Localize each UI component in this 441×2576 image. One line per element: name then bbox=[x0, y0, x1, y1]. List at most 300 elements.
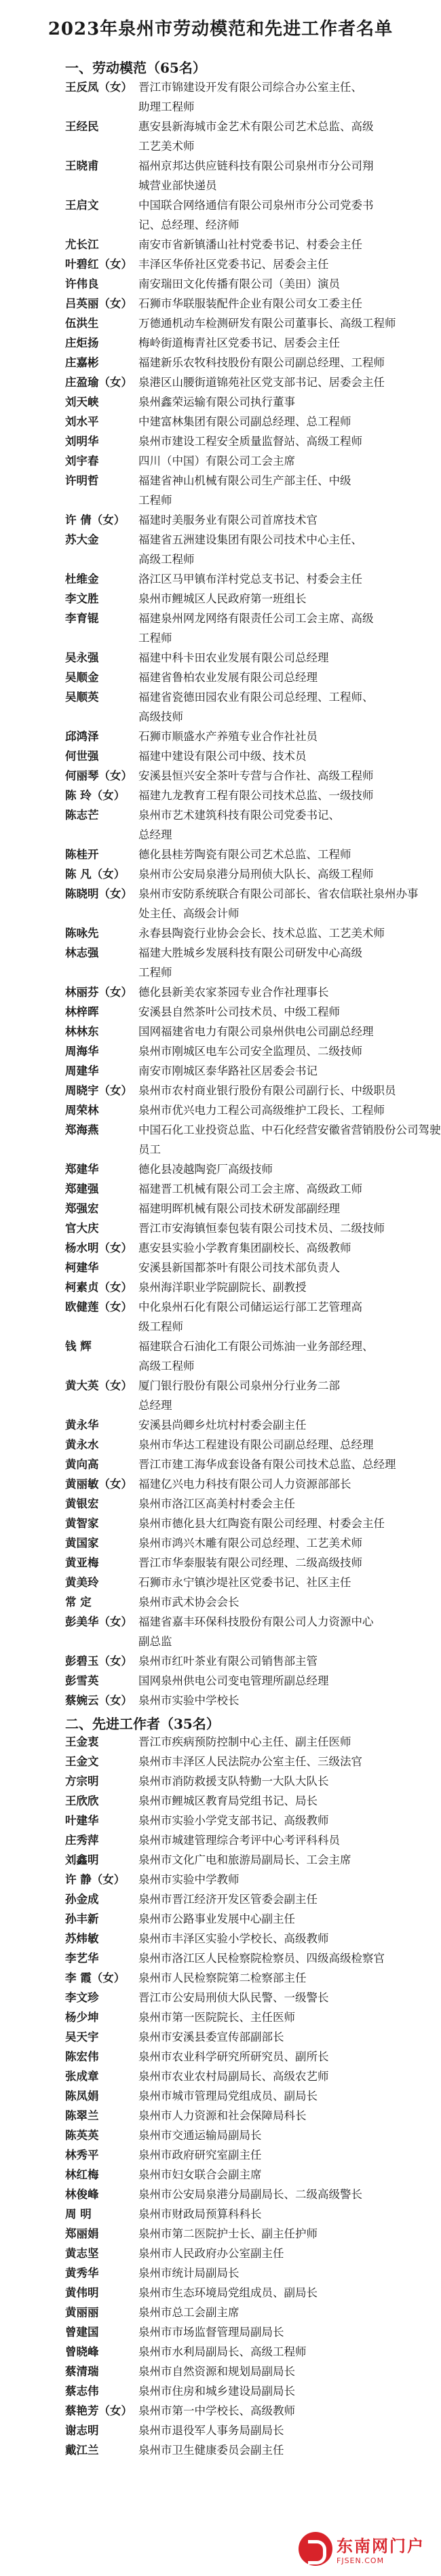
person-title: 中国石化工业投资总监、中石化经营安徽省营销股份公司驾驶 员工 bbox=[138, 1123, 441, 1156]
list-item bbox=[65, 2126, 425, 2145]
list-item bbox=[65, 2342, 425, 2362]
person-title: 泉州市建设工程安全质量监督站、高级工程师 bbox=[138, 435, 362, 448]
list-item bbox=[65, 1691, 425, 1710]
person-name: 伍洪生 bbox=[65, 317, 99, 330]
person-name: 周 明 bbox=[65, 2208, 92, 2221]
person-title: 泉州市市场监督管理局副局长 bbox=[138, 2326, 284, 2339]
person-title: 泉州市卫生健康委员会副主任 bbox=[138, 2444, 284, 2457]
person-title: 永春县陶瓷行业协会会长、技术总监、工艺美术师 bbox=[138, 927, 385, 940]
person-name: 王欣欣 bbox=[65, 1794, 99, 1807]
person-name: 陈 玲（女） bbox=[65, 789, 126, 802]
person-title: 泉州市安溪县委宣传部副部长 bbox=[138, 2031, 284, 2043]
person-title: 泉州市公路事业发展中心副主任 bbox=[138, 1912, 295, 1925]
list-item bbox=[65, 1238, 425, 1258]
site-logo-icon bbox=[299, 2532, 332, 2566]
person-title: 泉州市公安局泉港分局刑侦大队长、高级工程师 bbox=[138, 868, 374, 881]
list-item bbox=[65, 1671, 425, 1691]
list-item bbox=[65, 1474, 425, 1494]
person-name: 林秀平 bbox=[65, 2149, 99, 2161]
person-name: 黄国家 bbox=[65, 1537, 99, 1550]
list-item bbox=[65, 1376, 425, 1415]
list-item bbox=[65, 431, 425, 451]
person-name: 许伟良 bbox=[65, 277, 99, 290]
person-name: 叶建华 bbox=[65, 1814, 99, 1827]
person-title: 福州京邦达供应链科技有限公司泉州市分公司翔 城营业部快递员 bbox=[138, 159, 374, 192]
list-item bbox=[65, 235, 425, 254]
list-item bbox=[65, 1968, 425, 1988]
person-name: 庄盈瑜（女） bbox=[65, 376, 132, 389]
list-item bbox=[65, 2027, 425, 2047]
person-name: 黄丽丽 bbox=[65, 2306, 99, 2319]
person-title: 泉州市优兴电力工程公司高级维护工段长、工程师 bbox=[138, 1104, 385, 1117]
list-item bbox=[65, 156, 425, 195]
list-item bbox=[65, 2204, 425, 2224]
person-title: 泉州鑫荣运输有限公司执行董事 bbox=[138, 396, 295, 408]
person-title: 泉州市实验中学教师 bbox=[138, 1873, 239, 1886]
person-title: 晋江市公安局刑侦大队民警、一级警长 bbox=[138, 1991, 329, 2004]
person-name: 许 倩（女） bbox=[65, 514, 126, 526]
list-item bbox=[65, 943, 425, 982]
person-title: 泉州市城市管理局党组成员、副局长 bbox=[138, 2090, 318, 2102]
person-title: 福建中科卡田农业发展有限公司总经理 bbox=[138, 651, 329, 664]
list-item bbox=[65, 1337, 425, 1376]
person-name: 林丽芬（女） bbox=[65, 986, 132, 999]
person-title: 泉州市鸿兴木雕有限公司总经理、工艺美术师 bbox=[138, 1537, 362, 1550]
person-name: 王经民 bbox=[65, 120, 99, 133]
person-title: 安溪县自然茶叶公司技术员、中级工程师 bbox=[138, 1005, 340, 1018]
list-item bbox=[65, 2165, 425, 2185]
person-name: 叶碧红（女） bbox=[65, 258, 132, 271]
person-title: 泉州市第二医院护士长、副主任护师 bbox=[138, 2227, 318, 2240]
person-title: 泉州市晋江经济开发区管委会副主任 bbox=[138, 1893, 318, 1906]
list-item bbox=[65, 923, 425, 943]
person-title: 福建时美服务业有限公司首席技术官 bbox=[138, 514, 318, 526]
person-name: 许 静（女） bbox=[65, 1873, 126, 1886]
list-item bbox=[65, 195, 425, 235]
person-name: 蔡艳芳（女） bbox=[65, 2404, 132, 2417]
list-item bbox=[65, 589, 425, 609]
person-name: 李艺华 bbox=[65, 1952, 99, 1965]
list-item bbox=[65, 2401, 425, 2421]
person-name: 王反凤（女） bbox=[65, 81, 132, 94]
person-name: 郑海燕 bbox=[65, 1123, 99, 1136]
person-name: 李 霞（女） bbox=[65, 1972, 126, 1984]
person-name: 庄炬扬 bbox=[65, 337, 99, 349]
person-name: 陈晓明（女） bbox=[65, 887, 132, 900]
person-name: 戴江兰 bbox=[65, 2444, 99, 2457]
person-title: 泉州市鲤城区人民政府第一班组长 bbox=[138, 592, 307, 605]
person-title: 晋江市建工海华成套设备有限公司技术总监、总经理 bbox=[138, 1458, 396, 1471]
list-item bbox=[65, 845, 425, 864]
person-name: 彭美华（女） bbox=[65, 1615, 132, 1628]
list-item bbox=[65, 2440, 425, 2460]
person-title: 福建省神山机械有限公司生产部主任、中级 工程师 bbox=[138, 474, 351, 507]
person-name: 林红梅 bbox=[65, 2168, 99, 2181]
advanced-workers-list bbox=[65, 1732, 425, 2460]
list-item bbox=[65, 392, 425, 412]
list-item bbox=[65, 2086, 425, 2106]
person-name: 彭碧玉（女） bbox=[65, 1655, 132, 1668]
person-name: 林林东 bbox=[65, 1025, 99, 1038]
person-title: 泉州市财政局预算科科长 bbox=[138, 2208, 262, 2221]
person-title: 泉州市农村商业银行股份有限公司副行长、中级职员 bbox=[138, 1084, 396, 1097]
person-title: 泉州市安防系统联合有限公司部长、省农信联社泉州办事 处主任、高级会计师 bbox=[138, 887, 419, 920]
list-item bbox=[65, 982, 425, 1002]
person-name: 曾建国 bbox=[65, 2326, 99, 2339]
person-title: 泉州市退役军人事务局副局长 bbox=[138, 2424, 284, 2437]
list-item bbox=[65, 1732, 425, 1752]
person-title: 泉州市人力资源和社会保障局科长 bbox=[138, 2109, 307, 2122]
person-title: 国网福建省电力有限公司泉州供电公司副总经理 bbox=[138, 1025, 374, 1038]
list-item bbox=[65, 864, 425, 884]
list-item bbox=[65, 668, 425, 687]
person-title: 中建富林集团有限公司副总经理、总工程师 bbox=[138, 415, 351, 428]
list-item bbox=[65, 766, 425, 786]
person-name: 杨少坤 bbox=[65, 2011, 99, 2024]
person-title: 泉州市水利局副局长、高级工程师 bbox=[138, 2345, 307, 2358]
person-title: 晋江市疾病预防控制中心主任、副主任医师 bbox=[138, 1735, 351, 1748]
person-name: 刘水平 bbox=[65, 415, 99, 428]
person-title: 晋江市华泰服装有限公司经理、二级高级技师 bbox=[138, 1556, 362, 1569]
list-item bbox=[65, 1297, 425, 1337]
list-item bbox=[65, 1909, 425, 1929]
person-title: 泉港区山腰街道锦苑社区党支部书记、居委会主任 bbox=[138, 376, 385, 389]
person-name: 周荣林 bbox=[65, 1104, 99, 1117]
person-name: 陈翠兰 bbox=[65, 2109, 99, 2122]
person-name: 孙金成 bbox=[65, 1893, 99, 1906]
person-name: 郑建华 bbox=[65, 1163, 99, 1176]
list-item bbox=[65, 471, 425, 510]
person-title: 泉州市总工会副主席 bbox=[138, 2306, 239, 2319]
person-name: 何丽琴（女） bbox=[65, 769, 132, 782]
person-name: 尤长江 bbox=[65, 238, 99, 251]
person-name: 王金衷 bbox=[65, 1735, 99, 1748]
person-title: 泉州市丰泽区人民法院办公室主任、三级法官 bbox=[138, 1755, 362, 1768]
list-item bbox=[65, 1514, 425, 1533]
person-name: 柯建华 bbox=[65, 1261, 99, 1274]
list-item bbox=[65, 1870, 425, 1889]
list-item bbox=[65, 1612, 425, 1651]
person-title: 泉州市鲤城区教育局党组书记、局长 bbox=[138, 1794, 318, 1807]
person-title: 福建新乐农牧科技股份有限公司副总经理、工程师 bbox=[138, 356, 385, 369]
person-title: 泉州市丰泽区实验小学校长、高级教师 bbox=[138, 1932, 329, 1945]
person-name: 黄亚梅 bbox=[65, 1556, 99, 1569]
person-name: 杜维金 bbox=[65, 573, 99, 585]
person-name: 吴顺英 bbox=[65, 691, 99, 704]
person-name: 黄永水 bbox=[65, 1438, 99, 1451]
person-name: 黄银宏 bbox=[65, 1497, 99, 1510]
list-item bbox=[65, 1889, 425, 1909]
list-item bbox=[65, 77, 425, 117]
person-title: 泉州市生态环境局党组成员、副局长 bbox=[138, 2286, 318, 2299]
person-title: 泉州市洛江区人民检察院检察员、四级高级检察官 bbox=[138, 1952, 385, 1965]
person-title: 泉州海洋职业学院副院长、副教授 bbox=[138, 1281, 307, 1294]
watermark-sub-text: FJSEN.COM bbox=[337, 2556, 385, 2565]
person-name: 林梓晖 bbox=[65, 1005, 99, 1018]
list-item bbox=[65, 1199, 425, 1218]
person-name: 陈志芒 bbox=[65, 809, 99, 822]
person-title: 泉州市农业农村局副局长、高级农艺师 bbox=[138, 2070, 329, 2083]
person-name: 王金文 bbox=[65, 1755, 99, 1768]
list-item bbox=[65, 2185, 425, 2204]
list-item bbox=[65, 1592, 425, 1612]
list-item bbox=[65, 1277, 425, 1297]
person-title: 泉州市文化广电和旅游局副局长、工会主席 bbox=[138, 1853, 351, 1866]
person-name: 蔡婉云（女） bbox=[65, 1694, 132, 1707]
person-title: 泉州市消防救援支队特勤一大队大队长 bbox=[138, 1775, 329, 1788]
person-name: 方宗明 bbox=[65, 1775, 99, 1788]
list-item bbox=[65, 1988, 425, 2007]
person-name: 陈凤娟 bbox=[65, 2090, 99, 2102]
person-title: 泉州市实验小学党支部书记、高级教师 bbox=[138, 1814, 329, 1827]
person-title: 南安市省新镇潘山社村党委书记、村委会主任 bbox=[138, 238, 362, 251]
person-title: 泉州市第一医院院长、主任医师 bbox=[138, 2011, 295, 2024]
person-title: 福建省五洲建设集团有限公司技术中心主任、 高级工程师 bbox=[138, 533, 362, 566]
person-name: 黄大英（女） bbox=[65, 1379, 132, 1392]
person-title: 南安市刚城区泰华路社区居委会书记 bbox=[138, 1064, 318, 1077]
person-name: 曾晓峰 bbox=[65, 2345, 99, 2358]
person-name: 黄向高 bbox=[65, 1458, 99, 1471]
list-item bbox=[65, 353, 425, 372]
person-name: 王晓甫 bbox=[65, 159, 99, 172]
list-item bbox=[65, 1791, 425, 1811]
person-title: 丰泽区华侨社区党委书记、居委会主任 bbox=[138, 258, 329, 271]
list-item bbox=[65, 254, 425, 274]
person-name: 陈咏先 bbox=[65, 927, 99, 940]
list-item bbox=[65, 2047, 425, 2066]
person-title: 泉州市实验中学校长 bbox=[138, 1694, 239, 1707]
person-title: 福建晋工机械有限公司工会主席、高级政工师 bbox=[138, 1183, 362, 1195]
person-name: 张成章 bbox=[65, 2070, 99, 2083]
list-item bbox=[65, 1553, 425, 1573]
list-item bbox=[65, 2066, 425, 2086]
person-name: 苏大金 bbox=[65, 533, 99, 546]
list-item bbox=[65, 1651, 425, 1671]
list-item bbox=[65, 2007, 425, 2027]
person-name: 庄嘉彬 bbox=[65, 356, 99, 369]
list-item bbox=[65, 648, 425, 668]
list-item bbox=[65, 1100, 425, 1120]
person-title: 厦门银行股份有限公司泉州分行业务二部 总经理 bbox=[138, 1379, 340, 1412]
person-name: 郑建强 bbox=[65, 1183, 99, 1195]
person-title: 泉州市红叶茶业有限公司销售部主管 bbox=[138, 1655, 318, 1668]
person-name: 吴永强 bbox=[65, 651, 99, 664]
person-title: 万德通机动车检测研发有限公司董事长、高级工程师 bbox=[138, 317, 396, 330]
person-title: 晋江市安海镇恒泰包装有限公司技术员、二级技师 bbox=[138, 1222, 385, 1235]
person-name: 李文珍 bbox=[65, 1991, 99, 2004]
person-name: 郑强宏 bbox=[65, 1202, 99, 1215]
person-title: 德化县凌越陶瓷厂高级技师 bbox=[138, 1163, 273, 1176]
person-name: 蔡志伟 bbox=[65, 2385, 99, 2398]
list-item bbox=[65, 1081, 425, 1100]
person-name: 陈 凡（女） bbox=[65, 868, 126, 881]
person-name: 黄美玲 bbox=[65, 1576, 99, 1589]
list-item bbox=[65, 884, 425, 923]
list-item bbox=[65, 2322, 425, 2342]
person-title: 石狮市顺盛水产养殖专业合作社社员 bbox=[138, 730, 318, 743]
person-name: 柯素贞（女） bbox=[65, 1281, 132, 1294]
person-name: 黄伟明 bbox=[65, 2286, 99, 2299]
person-name: 许明哲 bbox=[65, 474, 99, 487]
list-item bbox=[65, 2244, 425, 2263]
list-item bbox=[65, 1811, 425, 1830]
person-title: 国网泉州供电公司变电管理所副总经理 bbox=[138, 1674, 329, 1687]
list-item bbox=[65, 1061, 425, 1081]
person-title: 泉州市洛江区高美村村委会主任 bbox=[138, 1497, 295, 1510]
person-name: 刘鑫明 bbox=[65, 1853, 99, 1866]
person-name: 王启文 bbox=[65, 199, 99, 212]
person-title: 泉州市第一中学校长、高级教师 bbox=[138, 2404, 295, 2417]
person-name: 钱 辉 bbox=[65, 1340, 92, 1353]
person-name: 林志强 bbox=[65, 946, 99, 959]
list-item bbox=[65, 1159, 425, 1179]
person-name: 陈宏伟 bbox=[65, 2050, 99, 2063]
list-item bbox=[65, 805, 425, 845]
list-item bbox=[65, 530, 425, 569]
person-title: 福建九龙教育工程有限公司技术总监、一级技师 bbox=[138, 789, 374, 802]
person-title: 福建省鲁柏农业发展有限公司总经理 bbox=[138, 671, 318, 684]
person-title: 福建联合石油化工有限公司炼油一业务部经理、 高级工程师 bbox=[138, 1340, 374, 1372]
list-item bbox=[65, 1771, 425, 1791]
labor-models-list bbox=[65, 77, 441, 1710]
list-item bbox=[65, 2224, 425, 2244]
list-item bbox=[65, 727, 425, 746]
person-name: 常 定 bbox=[65, 1596, 92, 1609]
list-item bbox=[65, 687, 425, 727]
list-item bbox=[65, 451, 425, 471]
person-title: 安溪县恒兴安全茶叶专营与合作社、高级工程师 bbox=[138, 769, 374, 782]
person-title: 中国联合网络通信有限公司泉州市分公司党委书 记、总经理、经济师 bbox=[138, 199, 374, 231]
person-title: 泉州市自然资源和规划局副局长 bbox=[138, 2365, 295, 2378]
section-heading-advanced-workers: 二、先进工作者（35名） bbox=[65, 1716, 220, 1732]
list-item bbox=[65, 2283, 425, 2303]
person-name: 邱鸿泽 bbox=[65, 730, 99, 743]
person-name: 刘天峡 bbox=[65, 396, 99, 408]
list-item bbox=[65, 1830, 425, 1850]
list-item bbox=[65, 2381, 425, 2401]
person-title: 南安瑞田文化传播有限公司（美田）演员 bbox=[138, 277, 340, 290]
person-title: 泉州市人民政府办公室副主任 bbox=[138, 2247, 284, 2260]
person-title: 福建亿兴电力科技有限公司人力资源部部长 bbox=[138, 1478, 351, 1491]
document-title: 2023年泉州市劳动模范和先进工作者名单 bbox=[47, 19, 394, 39]
person-name: 欧健莲（女） bbox=[65, 1301, 132, 1313]
person-name: 蔡清瑞 bbox=[65, 2365, 99, 2378]
person-name: 黄智家 bbox=[65, 1517, 99, 1530]
person-title: 泉州市交通运输局副局长 bbox=[138, 2129, 262, 2142]
person-name: 黄秀华 bbox=[65, 2267, 99, 2280]
person-name: 陈桂开 bbox=[65, 848, 99, 861]
person-title: 安溪县新国都茶叶有限公司技术部负责人 bbox=[138, 1261, 340, 1274]
list-item bbox=[65, 1573, 425, 1592]
list-item bbox=[65, 2421, 425, 2440]
section-heading-labor-models: 一、劳动模范（65名） bbox=[65, 60, 206, 76]
list-item bbox=[65, 1218, 425, 1238]
person-name: 苏炜敏 bbox=[65, 1932, 99, 1945]
person-title: 泉州市公安局泉港分局副局长、二级高级警长 bbox=[138, 2188, 362, 2201]
person-title: 泉州市农业科学研究所研究员、副所长 bbox=[138, 2050, 329, 2063]
list-item bbox=[65, 372, 425, 392]
person-name: 刘宇春 bbox=[65, 455, 99, 467]
person-title: 泉州市住房和城乡建设局副局长 bbox=[138, 2385, 295, 2398]
list-item bbox=[65, 1179, 425, 1199]
person-name: 李文胜 bbox=[65, 592, 99, 605]
person-name: 黄志坚 bbox=[65, 2247, 99, 2260]
person-name: 庄秀萍 bbox=[65, 1834, 99, 1847]
person-title: 泉州市德化县大红陶瓷有限公司经理、村委会主任 bbox=[138, 1517, 385, 1530]
list-item bbox=[65, 1022, 425, 1041]
person-name: 刘明华 bbox=[65, 435, 99, 448]
person-title: 泉州市人民检察院第二检察部主任 bbox=[138, 1972, 307, 1984]
person-name: 周建华 bbox=[65, 1064, 99, 1077]
person-title: 福建中建设有限公司中级、技术员 bbox=[138, 750, 307, 763]
person-title: 泉州市武术协会会长 bbox=[138, 1596, 239, 1609]
person-title: 泉州市妇女联合会副主席 bbox=[138, 2168, 262, 2181]
person-name: 李育锟 bbox=[65, 612, 99, 625]
person-title: 惠安县新海城市金艺术有限公司艺术总监、高级 工艺美术师 bbox=[138, 120, 374, 153]
person-title: 福建省嘉丰环保科技股份有限公司人力资源中心 副总监 bbox=[138, 1615, 374, 1648]
list-item bbox=[65, 313, 425, 333]
person-title: 福建省瓷德田园农业有限公司总经理、工程师、 高级技师 bbox=[138, 691, 374, 723]
list-item bbox=[65, 274, 425, 294]
person-title: 泉州市政府研究室副主任 bbox=[138, 2149, 262, 2161]
list-item bbox=[65, 2145, 425, 2165]
list-item bbox=[65, 1415, 425, 1435]
person-title: 中化泉州石化有限公司储运运行部工艺管理高 级工程师 bbox=[138, 1301, 362, 1333]
person-title: 晋江市锦建设开发有限公司综合办公室主任、 助理工程师 bbox=[138, 81, 362, 113]
person-title: 梅岭街道梅青社区党委书记、居委会主任 bbox=[138, 337, 340, 349]
person-title: 泉州市城建管理综合考评中心考评科科员 bbox=[138, 1834, 340, 1847]
person-name: 吕英丽（女） bbox=[65, 297, 132, 310]
person-name: 吴天宇 bbox=[65, 2031, 99, 2043]
list-item bbox=[65, 1435, 425, 1455]
person-title: 泉州市艺术建筑科技有限公司党委书记、 总经理 bbox=[138, 809, 340, 841]
list-item bbox=[65, 1041, 425, 1061]
list-item bbox=[65, 1752, 425, 1771]
person-title: 泉州市华达工程建设有限公司副总经理、总经理 bbox=[138, 1438, 374, 1451]
list-item bbox=[65, 786, 425, 805]
person-title: 德化县桂芳陶瓷有限公司艺术总监、工程师 bbox=[138, 848, 351, 861]
person-title: 福建明晖机械有限公司技术研发部副经理 bbox=[138, 1202, 340, 1215]
list-item bbox=[65, 746, 425, 766]
list-item bbox=[65, 2303, 425, 2322]
person-name: 周晓宇（女） bbox=[65, 1084, 132, 1097]
site-watermark bbox=[299, 2529, 434, 2569]
person-title: 安溪县尚卿乡灶坑村村委会副主任 bbox=[138, 1419, 307, 1431]
list-item bbox=[65, 1850, 425, 1870]
person-title: 洛江区马甲镇布洋村党总支书记、村委会主任 bbox=[138, 573, 362, 585]
person-title: 泉州市刚城区电车公司安全监理员、二级技师 bbox=[138, 1045, 362, 1058]
person-name: 官大庆 bbox=[65, 1222, 99, 1235]
person-name: 周海华 bbox=[65, 1045, 99, 1058]
person-title: 惠安县实验小学教育集团副校长、高级教师 bbox=[138, 1242, 351, 1254]
watermark-main-text: 东南网门户 bbox=[337, 2537, 425, 2556]
person-name: 彭雪英 bbox=[65, 1674, 99, 1687]
person-title: 德化县新美农家茶园专业合作社理事长 bbox=[138, 986, 329, 999]
list-item bbox=[65, 1120, 441, 1159]
person-name: 吴顺金 bbox=[65, 671, 99, 684]
person-name: 何世强 bbox=[65, 750, 99, 763]
list-item bbox=[65, 510, 425, 530]
person-title: 石狮市永宁镇沙堤社区党委书记、社区主任 bbox=[138, 1576, 351, 1589]
person-name: 陈英英 bbox=[65, 2129, 99, 2142]
person-title: 石狮市华联服装配件企业有限公司女工委主任 bbox=[138, 297, 362, 310]
list-item bbox=[65, 1494, 425, 1514]
person-name: 黄永华 bbox=[65, 1419, 99, 1431]
list-item bbox=[65, 2106, 425, 2126]
list-item bbox=[65, 117, 425, 156]
list-item bbox=[65, 333, 425, 353]
list-item bbox=[65, 294, 425, 313]
